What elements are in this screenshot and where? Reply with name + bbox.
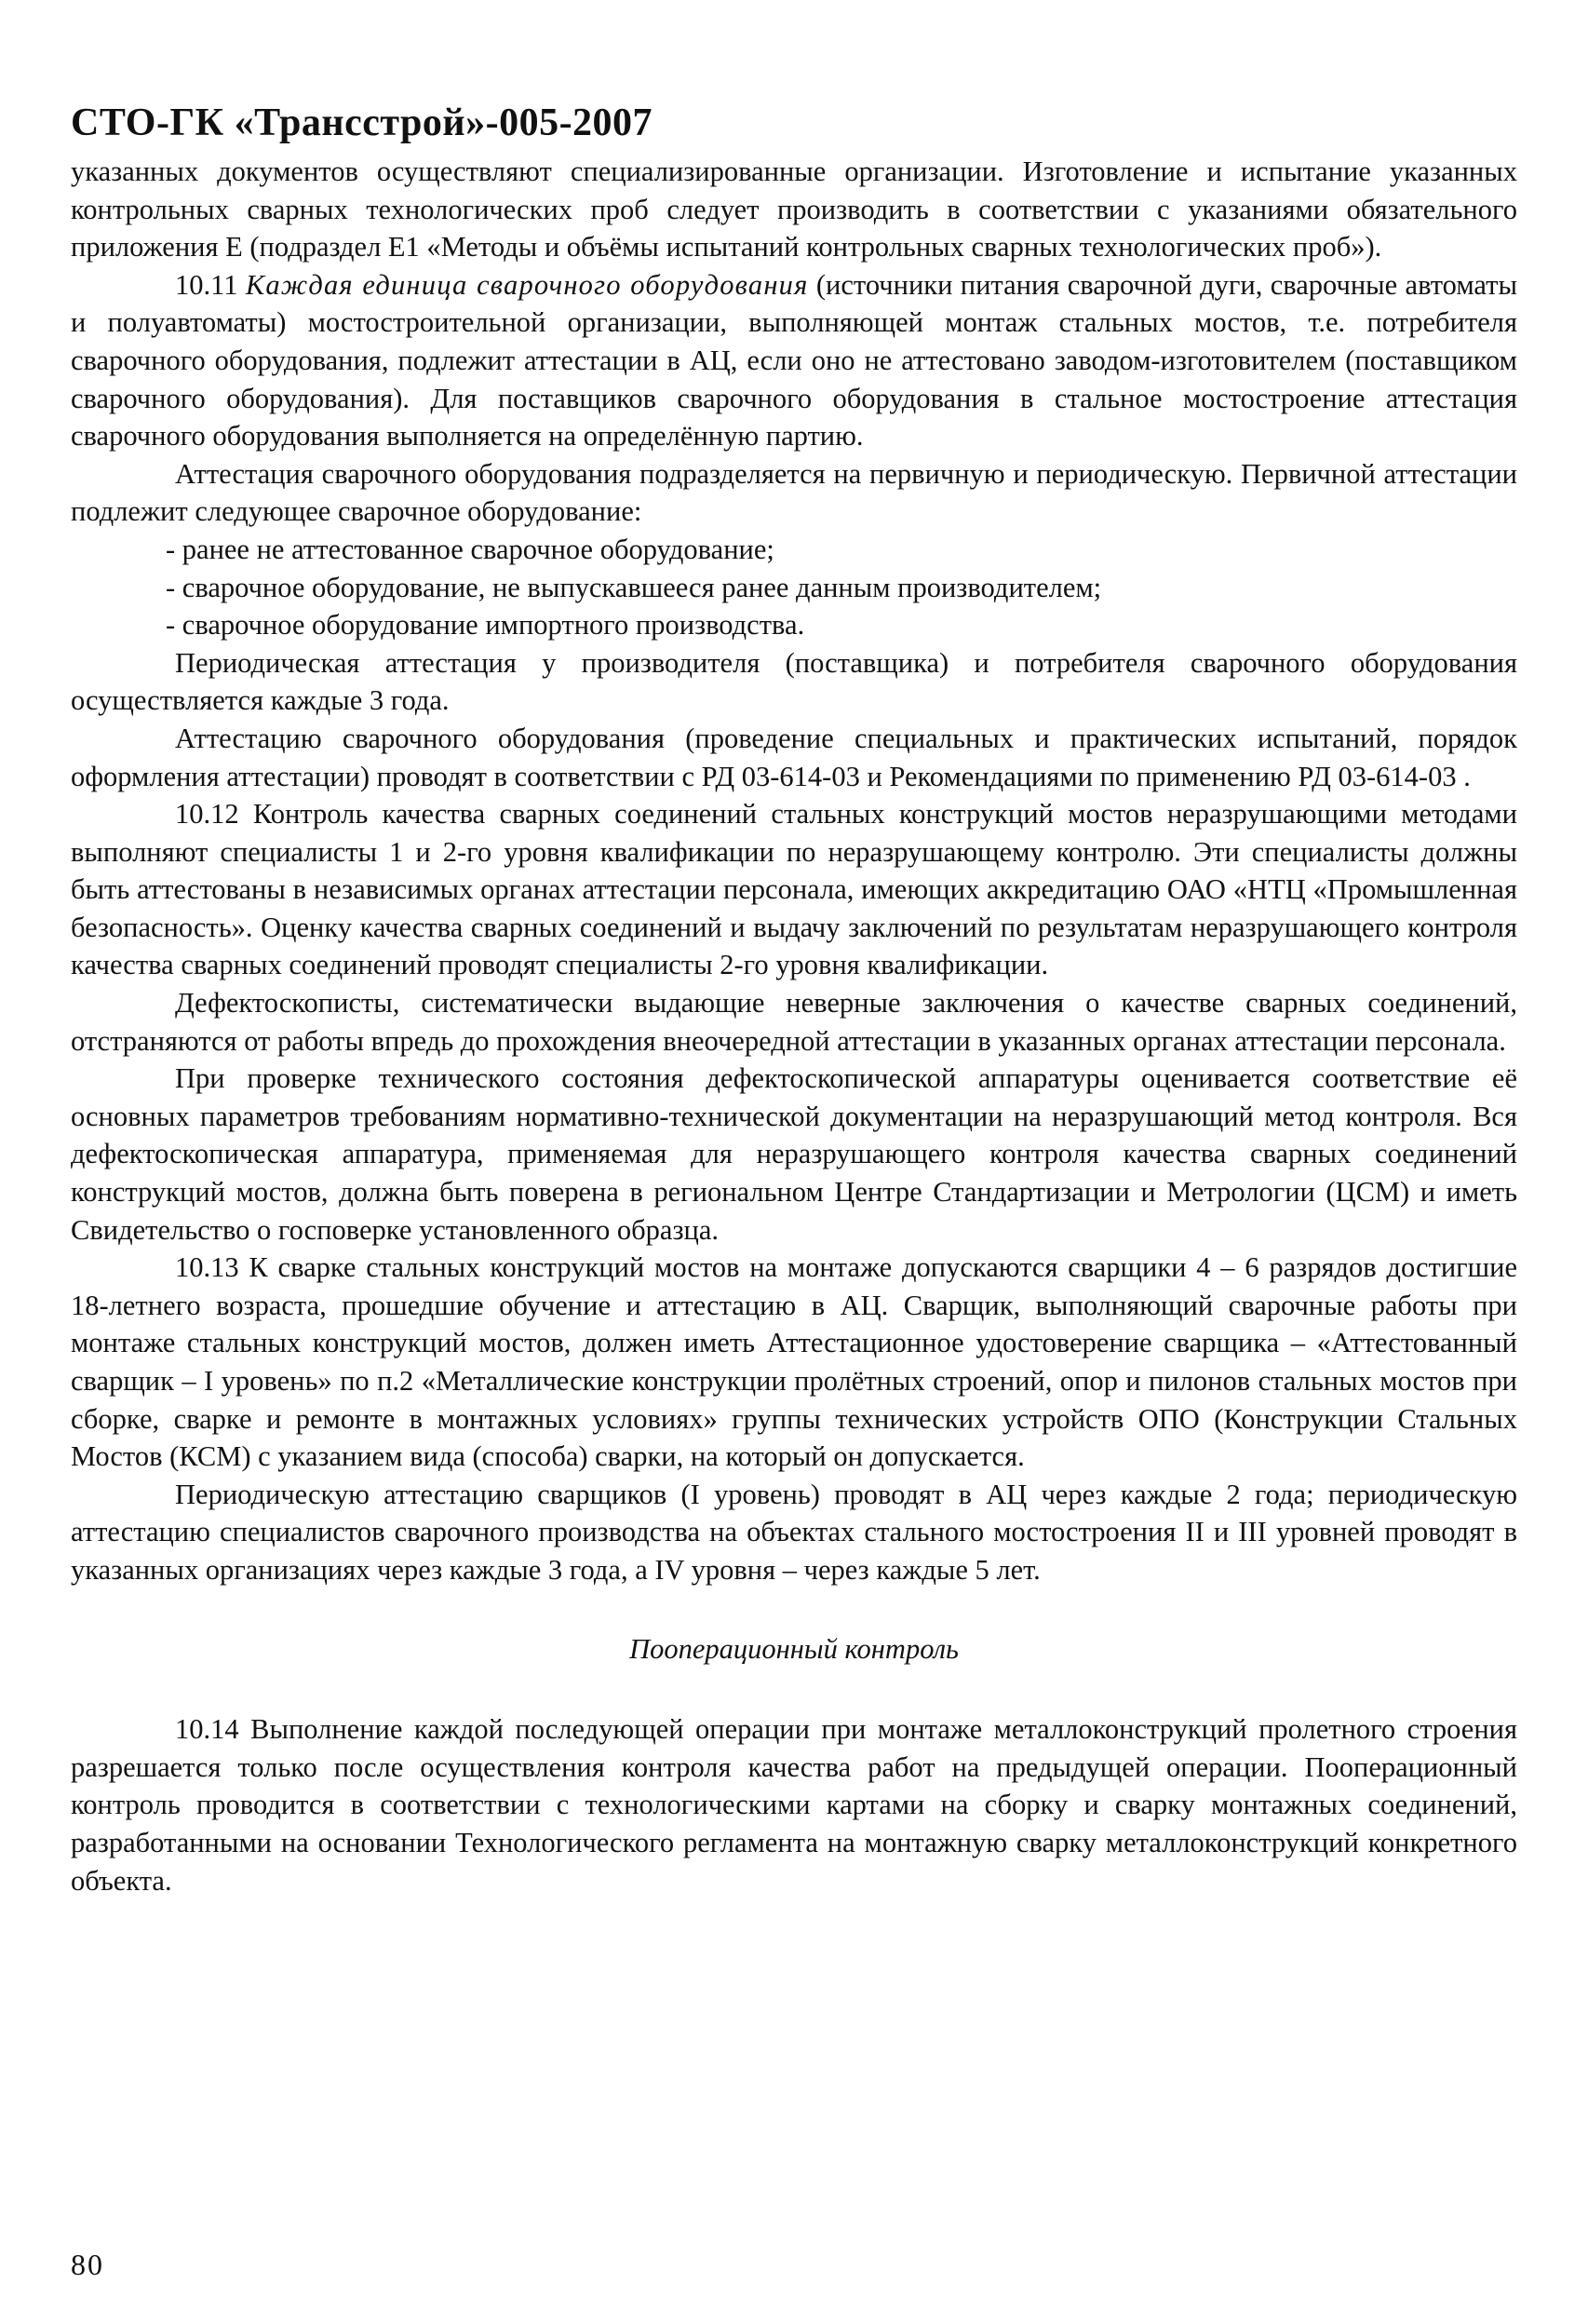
paragraph-equipment-check: При проверке технического состояния дефектоскопической аппаратуры оценивается соответствие её основных параметров требованиям нормативно-технической документации на неразрушающий метод контроля. Вся дефектоскопическая аппаратура, применяемая для неразрушающего контроля качества сварных соединений конструкций мостов, должна быть поверена в региональном Центре Стандартизации и Метрологии (ЦСМ) и иметь Свидетельство о госповерке установленного образца. — [71, 1062, 1517, 1246]
paragraph-10-13: 10.13 К сварке стальных конструкций мостов на монтаже допускаются сварщики 4 – 6 разрядов достигшие 18-летнего возраста, прошедшие обучение и аттестацию в АЦ. Сварщик, выполняющий сварочные работы при монтаже стальных конструкций мостов, должен иметь Аттестационное удостоверение сварщика – «Аттестованный сварщик – I уровень» по п.2 «Металлические конструкции пролётных строений, опор и пилонов стальных мостов при сборке, сварке и ремонте в монтажных условиях» группы технических устройств ОПО (Конструкции Стальных Мостов (КСМ) с указанием вида (способа) сварки, на который он допускается. — [71, 1251, 1517, 1473]
list-item: - сварочное оборудование, не выпускавшееся ранее данным производителем; — [166, 571, 1102, 603]
paragraph-10-14: 10.14 Выполнение каждой последующей операции при монтаже металлоконструкций пролетного строения разрешается только после осуществления контроля качества работ на предыдущей операции. Пооперационный контроль проводится в соответствии с технологическими картами на сборку и сварку монтажных соединений, разработанными на основании Технологического регламента на монтажную сварку металлоконструкций конкретного объекта. — [71, 1713, 1517, 1897]
paragraph-10-11 — [71, 266, 1517, 455]
page-number: 80 — [71, 2248, 104, 2281]
clause-text-10-11: (источники питания сварочной дуги, сварочные автоматы и полуавтоматы) мостостроительной организации, выполняющей монтаж стальных мостов, т.е. потребителя сварочного оборудования, подлежит аттестации в АЦ, если оно не аттестовано заводом-изготовителем (поставщиком сварочного оборудования). Для поставщиков сварочного оборудования в стальное мостостроение аттестация сварочного оборудования выполняется на определённую партию. — [71, 268, 1517, 453]
paragraph-flaw-detectors: Дефектоскописты, систематически выдающие неверные заключения о качестве сварных соединений, отстраняются от работы впредь до прохождения внеочередной аттестации в указанных органах аттестации персонала. — [71, 987, 1517, 1057]
clause-emphasis: Каждая единица сварочного оборудования — [245, 268, 809, 301]
clause-number-10-11: 10.11 — [175, 268, 246, 301]
paragraph-continuation: указанных документов осуществляют специализированные организации. Изготовление и испытание указанных контрольных сварных технологических проб следует производить в соответствии с указаниями обязательного приложения Е (подраздел Е1 «Методы и объёмы испытаний контрольных сварных технологических проб»). — [71, 155, 1517, 263]
list-item: - сварочное оборудование импортного производства. — [166, 609, 805, 642]
paragraph-attestation-procedure: Аттестацию сварочного оборудования (проведение специальных и практических испытаний, порядок оформления аттестации) проводят в соответствии с РД 03-614-03 и Рекомендациями по применению РД 03-614-03 . — [71, 722, 1517, 792]
document-header-title: СТО-ГК «Трансстрой»-005-2007 — [71, 101, 653, 144]
document-body — [71, 153, 1517, 1899]
list-item: - ранее не аттестованное сварочное оборудование; — [166, 533, 774, 565]
paragraph-attestation-types: Аттестация сварочного оборудования подразделяется на первичную и периодическую. Первичной аттестации подлежит следующее сварочное оборудование: — [71, 457, 1517, 528]
section-title: Пооперационный контроль — [629, 1632, 959, 1665]
paragraph-periodic-attestation: Периодическая аттестация у производителя (поставщика) и потребителя сварочного оборудования осуществляется каждые 3 года. — [71, 646, 1517, 717]
paragraph-welder-periodic: Периодическую аттестацию сварщиков (I уровень) проводят в АЦ через каждые 2 года; периодическую аттестацию специалистов сварочного производства на объектах стального мостостроения II и III уровней проводят в указанных организациях через каждые 3 года, а IV уровня – через каждые 5 лет. — [71, 1478, 1517, 1586]
paragraph-10-12: 10.12 Контроль качества сварных соединений стальных конструкций мостов неразрушающими методами выполняют специалисты 1 и 2-го уровня квалификации по неразрушающему контролю. Эти специалисты должны быть аттестованы в независимых органах аттестации персонала, имеющих аккредитацию ОАО «НТЦ «Промышленная безопасность». Оценку качества сварных соединений и выдачу заключений по результатам неразрушающего контроля качества сварных соединений проводят специалисты 2-го уровня квалификации. — [71, 798, 1517, 981]
